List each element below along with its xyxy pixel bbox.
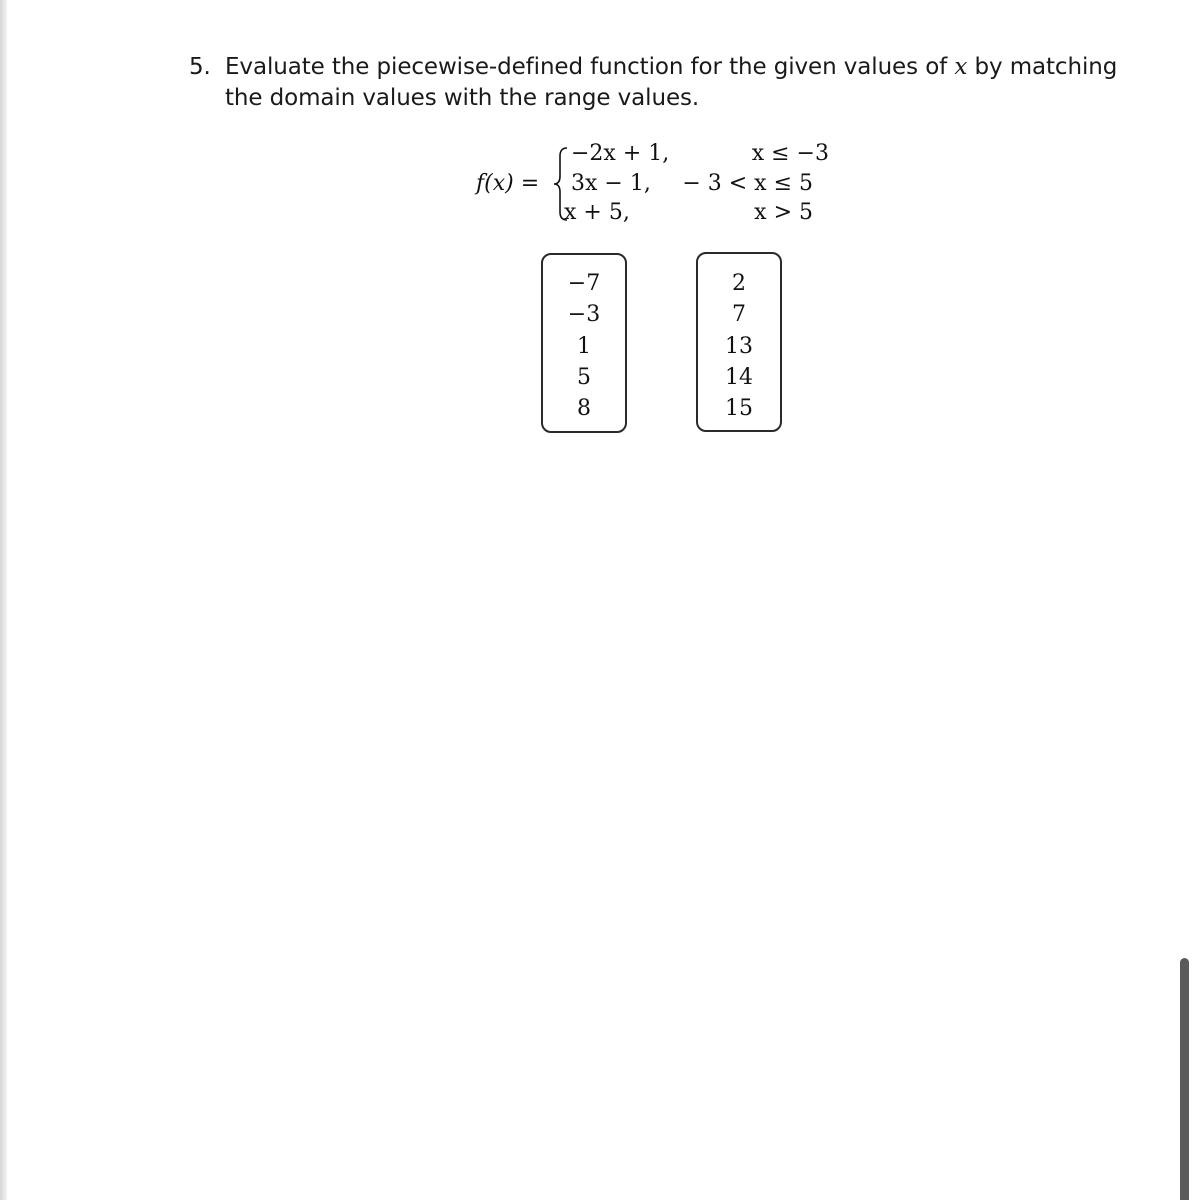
domain-value: 8 <box>577 396 591 421</box>
range-value: 13 <box>725 334 753 359</box>
piece-3-condition: x > 5 <box>754 200 813 225</box>
domain-value: −7 <box>567 271 601 296</box>
question-text-part1: Evaluate the piecewise-defined function for the given values of <box>225 54 955 80</box>
question-number: 5. <box>189 54 211 80</box>
range-value: 2 <box>732 271 746 296</box>
piece-1-expression: −2x + 1, <box>571 141 670 166</box>
domain-value: 5 <box>577 365 591 390</box>
piece-2-condition: − 3 < x ≤ 5 <box>682 171 813 196</box>
question-text <box>225 52 1165 114</box>
question-text-line2: the domain values with the range values. <box>225 85 700 111</box>
piece-2-expression: 3x − 1, <box>571 171 651 196</box>
range-values-box <box>696 252 782 432</box>
piece-3-expression: x + 5, <box>564 200 630 225</box>
vertical-scrollbar[interactable] <box>1180 958 1189 1200</box>
domain-value: 1 <box>577 334 591 359</box>
page-edge-shadow <box>0 0 7 1200</box>
function-lhs: f(x) = <box>476 171 540 196</box>
range-value: 14 <box>725 365 753 390</box>
question-text-part2: by matching <box>967 54 1118 80</box>
question-variable: x <box>954 54 968 80</box>
range-value: 7 <box>732 302 746 327</box>
domain-values-box <box>541 253 627 433</box>
piece-1-condition: x ≤ −3 <box>751 141 829 166</box>
range-value: 15 <box>725 396 753 421</box>
domain-value: −3 <box>567 302 601 327</box>
